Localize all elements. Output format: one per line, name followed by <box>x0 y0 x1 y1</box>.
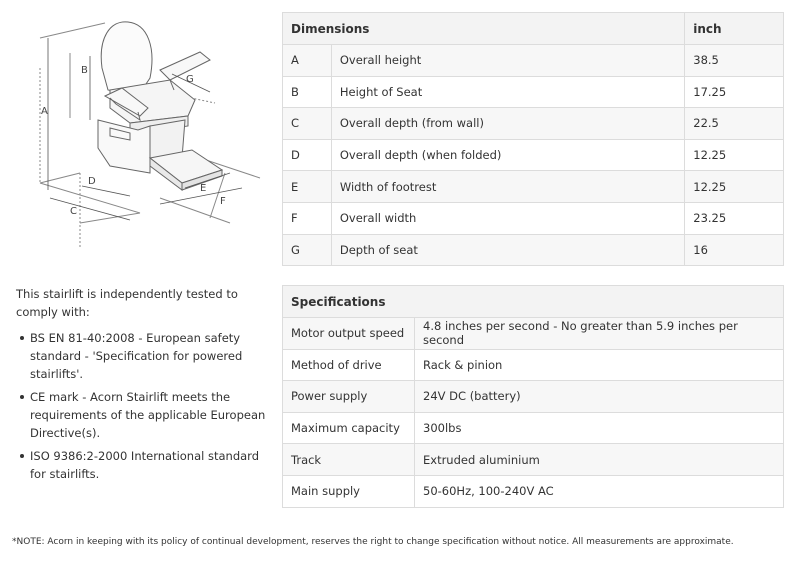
dimension-label: Overall width <box>331 202 684 234</box>
diagram-label-a: A <box>41 106 48 117</box>
dimension-label: Width of footrest <box>331 171 684 203</box>
diagram-label-f: F <box>220 196 226 207</box>
dimension-key: E <box>283 171 332 203</box>
spec-value: 4.8 inches per second - No greater than 5.9 inches per second <box>415 318 784 350</box>
compliance-section <box>16 285 266 488</box>
dimension-value: 12.25 <box>685 171 784 203</box>
specifications-title: Specifications <box>283 286 784 318</box>
table-row <box>283 318 784 350</box>
dimension-label: Height of Seat <box>331 76 684 108</box>
diagram-label-g: G <box>186 74 194 85</box>
diagram-label-c: C <box>70 206 77 217</box>
diagram-label-b: B <box>81 65 88 76</box>
footnote: *NOTE: Acorn in keeping with its policy of continual development, reserves the right to change specification without notice. All measurements are approximate. <box>12 537 734 547</box>
spec-value: 300lbs <box>415 412 784 444</box>
stairlift-diagram <box>10 8 272 258</box>
dimension-label: Overall depth (from wall) <box>331 108 684 140</box>
table-row <box>283 45 784 77</box>
compliance-item: CE mark - Acorn Stairlift meets the requirements of the applicable European Directive(s). <box>16 388 266 442</box>
dimension-label: Overall depth (when folded) <box>331 139 684 171</box>
table-row <box>283 412 784 444</box>
table-row <box>283 202 784 234</box>
dimensions-table <box>282 12 784 266</box>
spec-value: Extruded aluminium <box>415 444 784 476</box>
specifications-table <box>282 285 784 508</box>
table-row <box>283 139 784 171</box>
diagram-label-e: E <box>200 183 207 194</box>
compliance-intro: This stairlift is independently tested to comply with: <box>16 287 238 319</box>
table-row <box>283 234 784 266</box>
spec-label: Power supply <box>283 381 415 413</box>
table-row <box>283 171 784 203</box>
dimension-key: F <box>283 202 332 234</box>
table-row <box>283 349 784 381</box>
spec-label: Track <box>283 444 415 476</box>
compliance-item: BS EN 81-40:2008 - European safety standard - 'Specification for powered stairlifts'. <box>16 329 266 383</box>
compliance-item: ISO 9386:2-2000 International standard for stairlifts. <box>16 447 266 483</box>
spec-label: Method of drive <box>283 349 415 381</box>
specifications-header-row <box>283 286 784 318</box>
diagram-label-d: D <box>88 176 96 187</box>
dimension-value: 38.5 <box>685 45 784 77</box>
dimension-value: 12.25 <box>685 139 784 171</box>
dimension-key: G <box>283 234 332 266</box>
spec-value: Rack & pinion <box>415 349 784 381</box>
dimension-key: B <box>283 76 332 108</box>
dimension-value: 22.5 <box>685 108 784 140</box>
spec-label: Maximum capacity <box>283 412 415 444</box>
table-row <box>283 444 784 476</box>
dimensions-header-row <box>283 13 784 45</box>
table-row <box>283 475 784 507</box>
spec-value: 50-60Hz, 100-240V AC <box>415 475 784 507</box>
dimension-key: A <box>283 45 332 77</box>
table-row <box>283 108 784 140</box>
dimension-key: D <box>283 139 332 171</box>
dimensions-unit-header: inch <box>685 13 784 45</box>
dimension-label: Depth of seat <box>331 234 684 266</box>
dimension-value: 17.25 <box>685 76 784 108</box>
dimension-label: Overall height <box>331 45 684 77</box>
compliance-list <box>16 329 266 483</box>
dimension-value: 23.25 <box>685 202 784 234</box>
table-row <box>283 76 784 108</box>
spec-label: Motor output speed <box>283 318 415 350</box>
spec-label: Main supply <box>283 475 415 507</box>
dimension-key: C <box>283 108 332 140</box>
table-row <box>283 381 784 413</box>
spec-value: 24V DC (battery) <box>415 381 784 413</box>
dimension-value: 16 <box>685 234 784 266</box>
dimensions-title: Dimensions <box>283 13 685 45</box>
